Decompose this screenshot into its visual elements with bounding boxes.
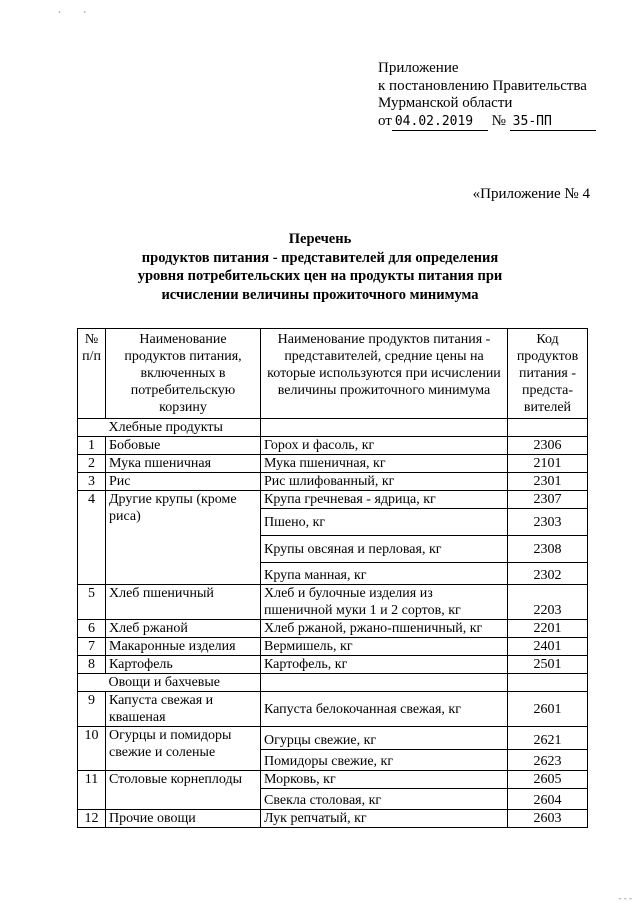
from-label: от xyxy=(378,112,392,129)
resolution-number: 35-ПП xyxy=(510,113,596,132)
representative-product: Хлеб ржаной, ржано-пшеничный, кг xyxy=(261,620,508,638)
basket-product: Бобовые xyxy=(106,437,261,455)
representative-product: Огурцы свежие, кг xyxy=(261,727,508,750)
table-row xyxy=(78,491,588,509)
basket-product: Макаронные изделия xyxy=(106,638,261,656)
row-number: 7 xyxy=(78,638,106,656)
representative-product: Крупа манная, кг xyxy=(261,563,508,585)
representative-product: Мука пшеничная, кг xyxy=(261,455,508,473)
group-row xyxy=(78,419,588,437)
products-table xyxy=(77,328,588,828)
product-code: 2203 xyxy=(508,585,588,620)
representative-product: Помидоры свежие, кг xyxy=(261,750,508,771)
row-number: 4 xyxy=(78,491,106,585)
table-row xyxy=(78,727,588,750)
title-line-3: уровня потребительских цен на продукты питания при xyxy=(137,268,503,284)
annex-label: «Приложение № 4 xyxy=(472,186,590,202)
table-row xyxy=(78,473,588,491)
representative-product: Лук репчатый, кг xyxy=(261,810,508,828)
number-label: № xyxy=(491,112,506,129)
product-code: 2303 xyxy=(508,509,588,536)
basket-product: Мука пшеничная xyxy=(106,455,261,473)
product-code: 2306 xyxy=(508,437,588,455)
table-row xyxy=(78,810,588,828)
table-header-row xyxy=(78,329,588,419)
row-number: 3 xyxy=(78,473,106,491)
header-num: № п/п xyxy=(78,329,106,419)
representative-product: Крупа гречневая - ядрица, кг xyxy=(261,491,508,509)
representative-product: Горох и фасоль, кг xyxy=(261,437,508,455)
table-row xyxy=(78,692,588,727)
representative-product: Морковь, кг xyxy=(261,771,508,789)
row-number: 5 xyxy=(78,585,106,620)
row-number: 6 xyxy=(78,620,106,638)
product-code: 2401 xyxy=(508,638,588,656)
table-row xyxy=(78,620,588,638)
row-number: 1 xyxy=(78,437,106,455)
product-code: 2623 xyxy=(508,750,588,771)
basket-product: Другие крупы (кроме риса) xyxy=(106,491,261,585)
basket-product: Огурцы и помидоры свежие и соленые xyxy=(106,727,261,771)
basket-product: Хлеб ржаной xyxy=(106,620,261,638)
appendix-date-line xyxy=(378,113,596,132)
row-number: 8 xyxy=(78,656,106,674)
representative-product: Капуста белокочанная свежая, кг xyxy=(261,692,508,727)
representative-product: Пшено, кг xyxy=(261,509,508,536)
row-number: 11 xyxy=(78,771,106,810)
product-code: 2621 xyxy=(508,727,588,750)
basket-product: Рис xyxy=(106,473,261,491)
title-line-4: исчислении величины прожиточного минимума xyxy=(161,286,479,303)
appendix-line-2: к постановлению Правительства xyxy=(378,77,587,94)
header-code: Код продуктов питания - предста-вителей xyxy=(508,329,588,419)
representative-product: Картофель, кг xyxy=(261,656,508,674)
representative-product: Вермишель, кг xyxy=(261,638,508,656)
basket-product: Столовые корнеплоды xyxy=(106,771,261,810)
document-title xyxy=(80,230,560,304)
title-line-1: Перечень xyxy=(288,231,352,247)
product-code: 2302 xyxy=(508,563,588,585)
row-number: 10 xyxy=(78,727,106,771)
table-row xyxy=(78,656,588,674)
table-row xyxy=(78,437,588,455)
appendix-header xyxy=(378,60,596,131)
row-number: 12 xyxy=(78,810,106,828)
product-code: 2101 xyxy=(508,455,588,473)
header-basket: Наименование продуктов питания, включенных в потребительскую корзину xyxy=(106,329,261,419)
appendix-line-1: Приложение xyxy=(378,60,459,76)
appendix-line-3: Мурманской области xyxy=(378,95,513,111)
basket-product: Капуста свежая и квашеная xyxy=(106,692,261,727)
product-code: 2307 xyxy=(508,491,588,509)
product-code: 2603 xyxy=(508,810,588,828)
table-row xyxy=(78,771,588,789)
representative-product: Свекла столовая, кг xyxy=(261,789,508,810)
table-row xyxy=(78,585,588,620)
product-code: 2301 xyxy=(508,473,588,491)
product-code: 2501 xyxy=(508,656,588,674)
resolution-date: 04.02.2019 xyxy=(392,113,488,132)
corner-marks: ` ` xyxy=(58,10,97,20)
representative-product: Хлеб и булочные изделия из пшеничной муки 1 и 2 сортов, кг xyxy=(261,585,508,620)
product-code: 2308 xyxy=(508,536,588,563)
title-line-2: продуктов питания - представителей для определения xyxy=(141,249,499,266)
table-row xyxy=(78,455,588,473)
basket-product: Картофель xyxy=(106,656,261,674)
representative-product: Крупы овсяная и перловая, кг xyxy=(261,536,508,563)
group-label: Овощи и бахчевые xyxy=(106,674,261,692)
representative-product: Рис шлифованный, кг xyxy=(261,473,508,491)
product-code: 2601 xyxy=(508,692,588,727)
product-code: 2604 xyxy=(508,789,588,810)
bottom-mark: - - - xyxy=(618,893,632,903)
table-row xyxy=(78,638,588,656)
basket-product: Хлеб пшеничный xyxy=(106,585,261,620)
product-code: 2201 xyxy=(508,620,588,638)
row-number: 9 xyxy=(78,692,106,727)
basket-product: Прочие овощи xyxy=(106,810,261,828)
product-code: 2605 xyxy=(508,771,588,789)
row-number: 2 xyxy=(78,455,106,473)
group-label: Хлебные продукты xyxy=(106,419,261,437)
header-representative: Наименование продуктов питания - представителей, средние цены на которые используются при исчислении величины прожиточного минимума xyxy=(261,329,508,419)
group-row xyxy=(78,674,588,692)
